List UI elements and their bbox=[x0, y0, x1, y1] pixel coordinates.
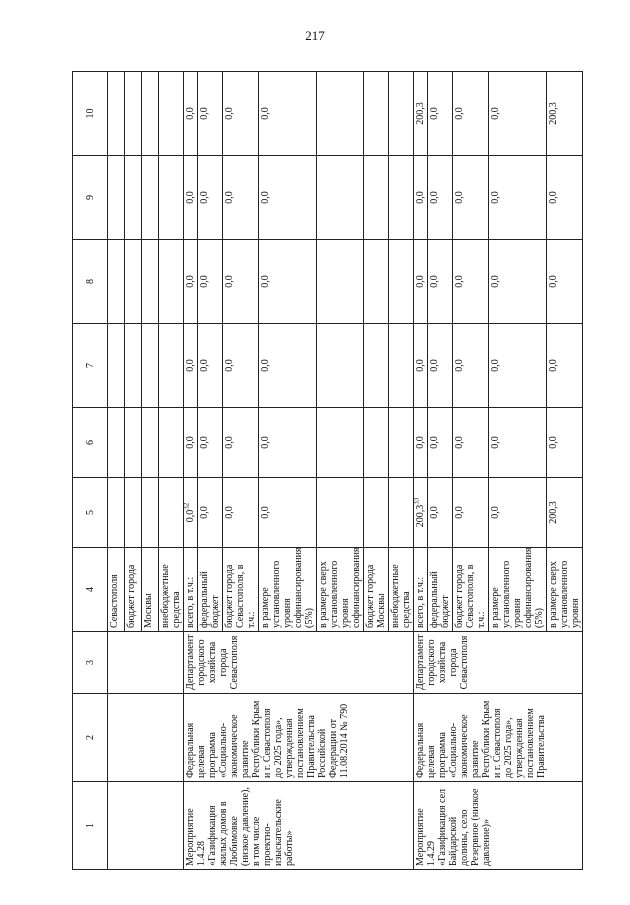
value-cell: 200,3 bbox=[547, 72, 583, 156]
source-cell: федеральный бюджет bbox=[428, 548, 453, 632]
value-cell: 0,0 bbox=[414, 408, 428, 478]
value-cell: 0,0 bbox=[198, 72, 223, 156]
header-cell: 3 bbox=[73, 632, 108, 694]
value-cell: 0,0 bbox=[259, 478, 317, 548]
source-cell: федеральный бюджет bbox=[198, 548, 223, 632]
source-cell: в размере установленного уровня софинансирования (5%) bbox=[489, 548, 547, 632]
measure-name-cell: Мероприятие 1.4.28 «Газификация жилых домов в Любимовке (низкое давление), в том числе проектно-изыскательские работы» bbox=[184, 782, 414, 870]
value-cell: 0,0 bbox=[259, 156, 317, 240]
header-cell: 1 bbox=[73, 782, 108, 870]
value-cell: 0,0 bbox=[184, 324, 198, 408]
source-cell: бюджет города bbox=[125, 548, 142, 632]
footnote-mark: 32 bbox=[182, 502, 191, 510]
source-cell: бюджет города Севастополя, в т.ч.: bbox=[223, 548, 259, 632]
value-cell: 0,0 bbox=[223, 156, 259, 240]
source-cell: в размере сверх установленного уровня bbox=[547, 548, 583, 632]
source-cell: в размере установленного уровня софинансирования (5%) bbox=[259, 548, 317, 632]
value-cell: 0,0 bbox=[223, 240, 259, 324]
header-cell: 5 bbox=[73, 478, 108, 548]
rotated-table-container bbox=[72, 72, 600, 870]
continuation-cell bbox=[108, 782, 184, 870]
program-cell: Федеральная целевая программа «Социально-экономическое развитие Республики Крым и г. Севастополя до 2025 года», утвержденная постановлением Правительства Российской Федерации от 11.08.2014 № 790 bbox=[184, 694, 414, 782]
value-cell: 0,0 bbox=[428, 240, 453, 324]
value-cell: 200,3 bbox=[547, 478, 583, 548]
value-cell: 200,3$^{33}$ bbox=[414, 478, 428, 548]
value-cell: 0,0 bbox=[453, 324, 489, 408]
value-cell: 200,3 bbox=[414, 72, 428, 156]
value-cell: 0,0 bbox=[198, 156, 223, 240]
page-number: 217 bbox=[305, 28, 325, 43]
value-cell: 0,0 bbox=[489, 240, 547, 324]
source-cell: бюджет города Севастополя, в т.ч.: bbox=[453, 548, 489, 632]
value-cell: 0,0 bbox=[428, 156, 453, 240]
source-cell: Москвы bbox=[142, 548, 159, 632]
value-cell: 0,0 bbox=[489, 72, 547, 156]
value-cell: 0,0 bbox=[547, 324, 583, 408]
value-cell: 0,0 bbox=[547, 240, 583, 324]
source-cell: в размере сверх установленного уровня софинансирования bbox=[317, 548, 364, 632]
value-cell: 0,0 bbox=[184, 72, 198, 156]
value-cell: 0,0 bbox=[453, 156, 489, 240]
value-cell: 0,0 bbox=[547, 408, 583, 478]
continuation-cell bbox=[108, 632, 184, 694]
value-cell: 0,0 bbox=[259, 324, 317, 408]
value-cell: 0,0 bbox=[428, 478, 453, 548]
footnote-mark: 33 bbox=[412, 497, 421, 505]
value-cell: 0,0 bbox=[184, 408, 198, 478]
header-cell: 7 bbox=[73, 324, 108, 408]
continuation-cell bbox=[108, 694, 184, 782]
value-cell: 0,0 bbox=[198, 408, 223, 478]
source-cell: внебюджетные средства bbox=[159, 548, 184, 632]
table-row bbox=[184, 72, 198, 870]
value-cell: 0,0 bbox=[428, 72, 453, 156]
value-cell: 0,0 bbox=[198, 478, 223, 548]
header-cell: 2 bbox=[73, 694, 108, 782]
value-cell: 0,0 bbox=[223, 408, 259, 478]
header-row bbox=[73, 72, 108, 870]
executor-cell: Департамент городского хозяйства города Севастополя bbox=[184, 632, 414, 694]
value-cell: 0,0 bbox=[259, 72, 317, 156]
source-cell: всего, в т.ч.: bbox=[414, 548, 428, 632]
program-cell: Федеральная целевая программа «Социально-экономическое развитие Республики Крым и г. Севастополя до 2025 года», утвержденная постановлением Правительства bbox=[414, 694, 583, 782]
value-cell: 0,0 bbox=[414, 324, 428, 408]
budget-table bbox=[72, 71, 583, 870]
value-cell: 0,0 bbox=[489, 324, 547, 408]
value-cell: 0,0 bbox=[223, 324, 259, 408]
value-cell: 0,0 bbox=[414, 156, 428, 240]
table-row bbox=[414, 72, 428, 870]
value-cell: 0,0 bbox=[198, 324, 223, 408]
value-cell: 0,0 bbox=[547, 156, 583, 240]
source-cell: всего, в т.ч.: bbox=[184, 548, 198, 632]
value-cell: 0,0 bbox=[259, 408, 317, 478]
table-row bbox=[108, 72, 125, 870]
source-cell: внебюджетные средства bbox=[389, 548, 414, 632]
value-cell: 0,0 bbox=[453, 408, 489, 478]
header-cell: 10 bbox=[73, 72, 108, 156]
value-cell: 0,0 bbox=[223, 72, 259, 156]
value-cell: 0,0 bbox=[428, 324, 453, 408]
value-cell: 0,0 bbox=[453, 72, 489, 156]
measure-name-cell: Мероприятие 1.4.29 «Газификация сел Байдарской долины, село Резервное (низкое давление)» bbox=[414, 782, 583, 870]
value-cell: $0,0^{32}$ bbox=[184, 478, 198, 548]
value-cell: 0,0 bbox=[184, 156, 198, 240]
value-cell: 0,0 bbox=[453, 240, 489, 324]
value-cell: 0,0 bbox=[223, 478, 259, 548]
value-cell: 0,0 bbox=[489, 156, 547, 240]
value-cell: 0,0 bbox=[184, 240, 198, 324]
value-cell: 0,0 bbox=[259, 240, 317, 324]
executor-cell: Департамент городского хозяйства города Севастополя bbox=[414, 632, 583, 694]
value-cell: 0,0 bbox=[453, 478, 489, 548]
header-cell: 8 bbox=[73, 240, 108, 324]
header-cell: 4 bbox=[73, 548, 108, 632]
value-cell: 0,0 bbox=[414, 240, 428, 324]
header-cell: 9 bbox=[73, 156, 108, 240]
value-cell: 0,0 bbox=[489, 478, 547, 548]
value-cell: 0,0 bbox=[489, 408, 547, 478]
header-cell: 6 bbox=[73, 408, 108, 478]
value-cell: 0,0 bbox=[428, 408, 453, 478]
source-cell: бюджет города Москвы bbox=[364, 548, 389, 632]
value-cell: 0,0 bbox=[198, 240, 223, 324]
source-cell: Севастополя bbox=[108, 548, 125, 632]
